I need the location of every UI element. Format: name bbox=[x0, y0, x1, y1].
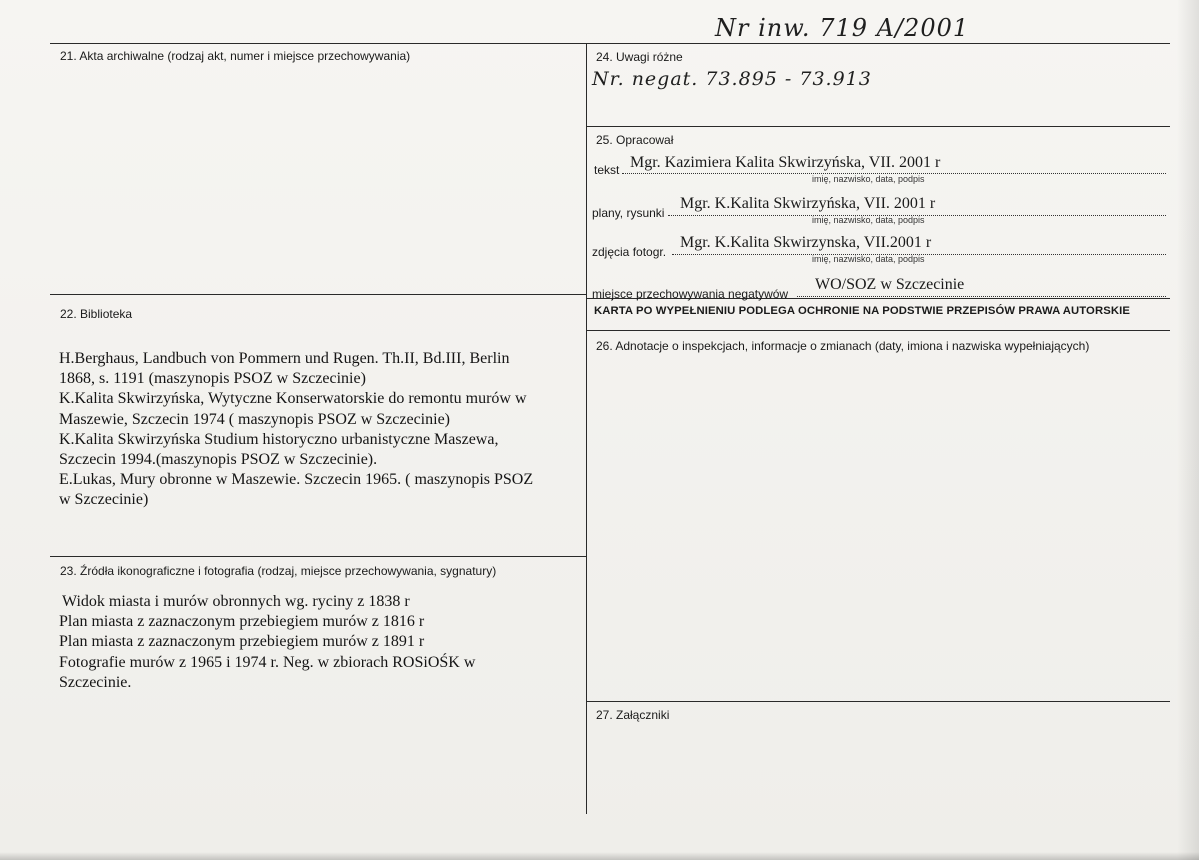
photos-author-sublabel: imię, nazwisko, data, podpis bbox=[812, 254, 925, 264]
section-23-label: 23. Źródła ikonograficzne i fotografia (rodzaj, miejsce przechowywania, sygnatury) bbox=[60, 564, 497, 578]
rule-24-25 bbox=[587, 126, 1170, 127]
rule-22-23 bbox=[50, 556, 587, 557]
section-21-label: 21. Akta archiwalne (rodzaj akt, numer i miejsce przechowywania) bbox=[60, 49, 411, 63]
section-24-label: 24. Uwagi różne bbox=[596, 50, 683, 64]
plans-author-label: plany, rysunki bbox=[592, 206, 665, 220]
scan-bottom-shadow bbox=[0, 852, 1199, 860]
rule-21-22 bbox=[50, 294, 587, 295]
rule-notice-26 bbox=[587, 330, 1170, 331]
source-line: Szczecinie. bbox=[59, 673, 132, 691]
source-line: Widok miasta i murów obronnych wg. ryciny z 1838 r bbox=[62, 593, 410, 610]
top-rule bbox=[50, 43, 1170, 44]
text-author-value: Mgr. Kazimiera Kalita Skwirzyńska, VII. 2001 r bbox=[630, 154, 941, 171]
library-line: E.Lukas, Mury obronne w Maszewie. Szczecin 1965. ( maszynopis PSOZ bbox=[59, 471, 534, 489]
library-line: Maszewie, Szczecin 1974 ( maszynopis PSOZ w Szczecinie) bbox=[59, 410, 450, 428]
library-line: w Szczecinie) bbox=[59, 491, 149, 509]
text-author-sublabel: imię, nazwisko, data, podpis bbox=[812, 174, 925, 184]
source-line: Fotografie murów z 1965 i 1974 r. Neg. w zbiorach ROSiOŚK w bbox=[59, 653, 476, 671]
iconographic-sources bbox=[59, 592, 475, 693]
library-line: 1868, s. 1191 (maszynopis PSOZ w Szczecinie) bbox=[59, 370, 366, 388]
library-line: K.Kalita Skwirzyńska, Wytyczne Konserwatorskie do remontu murów w bbox=[59, 390, 527, 408]
section-27-label: 27. Załączniki bbox=[596, 708, 670, 722]
negatives-location-line bbox=[797, 296, 1166, 297]
section-26-label: 26. Adnotacje o inspekcjach, informacje o zmianach (daty, imiona i nazwiska wypełniających) bbox=[596, 339, 1090, 353]
rule-26-27 bbox=[587, 701, 1170, 702]
plans-author-value: Mgr. K.Kalita Skwirzyńska, VII. 2001 r bbox=[680, 195, 936, 212]
copyright-notice: KARTA PO WYPEŁNIENIU PODLEGA OCHRONIE NA PODSTWIE PRZEPISÓW PRAWA AUTORSKIE bbox=[594, 305, 1130, 317]
plans-author-sublabel: imię, nazwisko, data, podpis bbox=[812, 215, 925, 225]
library-references bbox=[59, 349, 533, 511]
photos-author-value: Mgr. K.Kalita Skwirzynska, VII.2001 r bbox=[680, 234, 932, 251]
negatives-location-label: miejsce przechowywania negatywów bbox=[592, 287, 789, 301]
negative-numbers-handwritten: Nr. negat. 73.895 - 73.913 bbox=[592, 68, 872, 90]
source-line: Plan miasta z zaznaczonym przebiegiem murów z 1816 r bbox=[59, 613, 425, 631]
section-22-label: 22. Biblioteka bbox=[60, 307, 133, 321]
library-line: Szczecin 1994.(maszynopis PSOZ w Szczecinie). bbox=[59, 451, 378, 469]
photos-author-label: zdjęcia fotogr. bbox=[592, 245, 667, 259]
column-divider bbox=[586, 43, 587, 814]
scan-edge-shadow bbox=[1177, 0, 1199, 860]
library-line: H.Berghaus, Landbuch von Pommern und Rugen. Th.II, Bd.III, Berlin bbox=[59, 350, 510, 367]
source-line: Plan miasta z zaznaczonym przebiegiem murów z 1891 r bbox=[59, 633, 425, 651]
library-line: K.Kalita Skwirzyńska Studium historyczno urbanistyczne Maszewa, bbox=[59, 430, 499, 448]
text-author-label: tekst bbox=[594, 163, 620, 177]
inventory-number: Nr inw. 719 A/2001 bbox=[715, 14, 970, 42]
section-25-label: 25. Opracował bbox=[596, 133, 674, 147]
negatives-location-value: WO/SOZ w Szczecinie bbox=[815, 276, 965, 293]
